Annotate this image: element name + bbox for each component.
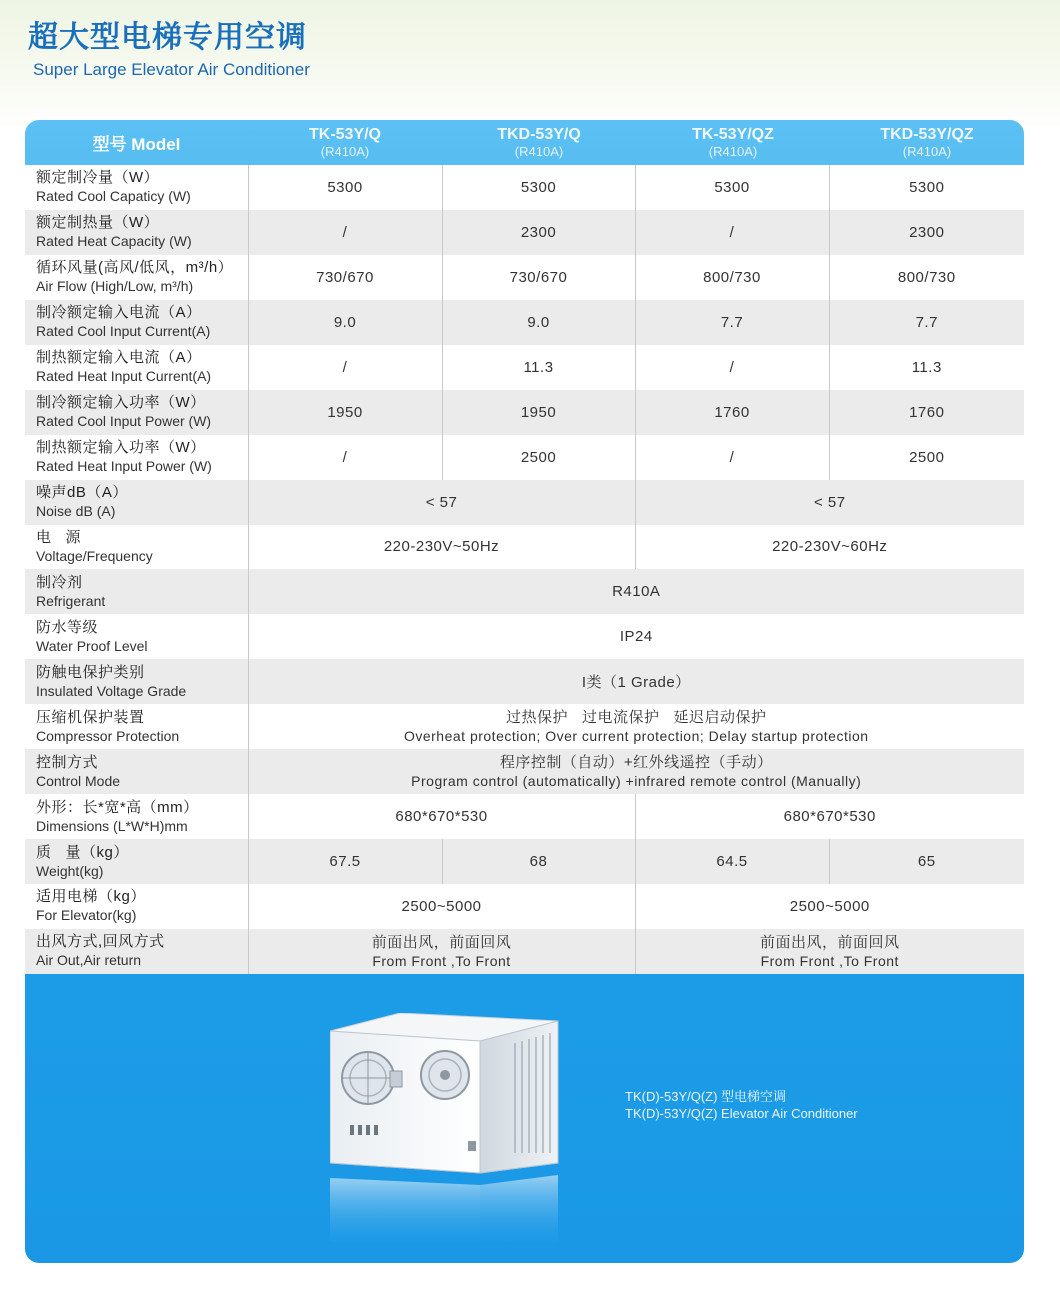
row-label bbox=[25, 300, 248, 345]
value-cell bbox=[248, 704, 1024, 749]
table-header bbox=[25, 120, 1024, 165]
product-caption bbox=[625, 1088, 858, 1122]
table-row bbox=[25, 884, 1024, 929]
value-cell: 64.5 bbox=[635, 839, 829, 884]
model-header-label: 型号 Model bbox=[92, 135, 181, 154]
table-row bbox=[25, 165, 1024, 210]
page-title: 超大型电梯专用空调 bbox=[28, 20, 307, 55]
label-en: Weight(kg) bbox=[36, 862, 104, 879]
value-cell: 2500 bbox=[829, 435, 1024, 480]
row-label bbox=[25, 345, 248, 390]
row-label bbox=[25, 749, 248, 794]
label-zh: 控制方式 bbox=[36, 753, 99, 771]
spec-panel bbox=[25, 120, 1024, 1263]
table-row bbox=[25, 390, 1024, 435]
value-cell: / bbox=[635, 435, 829, 480]
value-cell: 730/670 bbox=[248, 255, 442, 300]
row-label bbox=[25, 210, 248, 255]
value-cell: 5300 bbox=[248, 165, 442, 210]
model-refrigerant: (R410A) bbox=[514, 143, 564, 159]
value-cell: 2300 bbox=[829, 210, 1024, 255]
table-row bbox=[25, 300, 1024, 345]
model-refrigerant: (R410A) bbox=[902, 143, 952, 159]
label-zh: 电 源 bbox=[36, 528, 82, 546]
value-en: From Front ,To Front bbox=[372, 952, 511, 969]
value-cell: 7.7 bbox=[829, 300, 1024, 345]
table-row bbox=[25, 659, 1024, 704]
model-refrigerant: (R410A) bbox=[708, 143, 758, 159]
label-zh: 制冷额定输入电流（A） bbox=[36, 304, 202, 322]
value-cell bbox=[248, 929, 635, 974]
table-row bbox=[25, 794, 1024, 839]
value-cell: 730/670 bbox=[442, 255, 635, 300]
label-zh: 压缩机保护装置 bbox=[36, 708, 145, 726]
label-zh: 噪声dB（A） bbox=[36, 484, 128, 502]
value-cell: 9.0 bbox=[248, 300, 442, 345]
value-cell: 2500~5000 bbox=[248, 884, 635, 929]
value-cell: 65 bbox=[829, 839, 1024, 884]
table-row bbox=[25, 480, 1024, 525]
value-cell: 800/730 bbox=[829, 255, 1024, 300]
label-en: Voltage/Frequency bbox=[36, 547, 153, 564]
label-zh: 制冷额定输入功率（W） bbox=[36, 394, 206, 412]
value-cell bbox=[248, 749, 1024, 794]
label-en: Rated Cool Input Current(A) bbox=[36, 323, 211, 340]
value-cell: 2500 bbox=[442, 435, 635, 480]
model-column-1 bbox=[248, 120, 442, 165]
label-en: Water Proof Level bbox=[36, 637, 148, 654]
value-cell: 68 bbox=[442, 839, 635, 884]
label-en: Rated Cool Capaticy (W) bbox=[36, 188, 191, 205]
value-cell: 680*670*530 bbox=[248, 794, 635, 839]
value-cell: / bbox=[635, 345, 829, 390]
row-label bbox=[25, 659, 248, 704]
value-cell: < 57 bbox=[635, 480, 1024, 525]
row-label bbox=[25, 839, 248, 884]
value-zh: 程序控制（自动）+红外线遥控（手动） bbox=[499, 754, 773, 772]
value-cell: 5300 bbox=[442, 165, 635, 210]
row-label bbox=[25, 614, 248, 659]
value-cell: 5300 bbox=[829, 165, 1024, 210]
page-subtitle: Super Large Elevator Air Conditioner bbox=[33, 60, 310, 79]
table-row bbox=[25, 210, 1024, 255]
label-en: For Elevator(kg) bbox=[36, 907, 137, 924]
value-cell: < 57 bbox=[248, 480, 635, 525]
row-label bbox=[25, 165, 248, 210]
value-en: From Front ,To Front bbox=[760, 952, 899, 969]
label-zh: 适用电梯（kg） bbox=[36, 888, 146, 906]
table-row bbox=[25, 345, 1024, 390]
product-showcase bbox=[25, 973, 1024, 1263]
value-cell bbox=[635, 929, 1024, 974]
value-cell: 1760 bbox=[635, 390, 829, 435]
label-en: Insulated Voltage Grade bbox=[36, 682, 187, 699]
value-cell: 1760 bbox=[829, 390, 1024, 435]
value-cell: 800/730 bbox=[635, 255, 829, 300]
spec-table bbox=[25, 165, 1024, 974]
value-cell: 67.5 bbox=[248, 839, 442, 884]
value-en: Overheat protection; Over current protection; Delay startup protection bbox=[403, 728, 869, 745]
value-cell: / bbox=[248, 345, 442, 390]
model-name: TKD-53Y/Q bbox=[497, 125, 581, 143]
value-cell: I类（1 Grade） bbox=[248, 659, 1024, 704]
table-row bbox=[25, 255, 1024, 300]
value-cell: IP24 bbox=[248, 614, 1024, 659]
label-en: Rated Heat Input Current(A) bbox=[36, 368, 212, 385]
value-cell: 11.3 bbox=[829, 345, 1024, 390]
model-name: TK-53Y/Q bbox=[308, 125, 381, 143]
label-zh: 制热额定输入功率（W） bbox=[36, 439, 206, 457]
value-cell: / bbox=[248, 210, 442, 255]
table-row bbox=[25, 569, 1024, 614]
label-zh: 制热额定输入电流（A） bbox=[36, 349, 202, 367]
row-label bbox=[25, 569, 248, 614]
label-zh: 防水等级 bbox=[36, 618, 99, 636]
air-conditioner-unit-image bbox=[330, 1013, 560, 1253]
label-en: Control Mode bbox=[36, 772, 121, 789]
row-label bbox=[25, 435, 248, 480]
table-row bbox=[25, 839, 1024, 884]
label-zh: 外形：长*宽*高（mm） bbox=[36, 798, 199, 816]
label-en: Rated Cool Input Power (W) bbox=[36, 413, 212, 430]
value-cell: 7.7 bbox=[635, 300, 829, 345]
value-cell: 2300 bbox=[442, 210, 635, 255]
label-zh: 出风方式,回风方式 bbox=[36, 933, 165, 951]
table-row bbox=[25, 525, 1024, 570]
value-cell: 5300 bbox=[635, 165, 829, 210]
value-cell: 1950 bbox=[442, 390, 635, 435]
model-name: TK-53Y/QZ bbox=[692, 125, 774, 143]
row-label bbox=[25, 794, 248, 839]
label-en: Compressor Protection bbox=[36, 727, 180, 744]
row-label bbox=[25, 704, 248, 749]
value-cell: 11.3 bbox=[442, 345, 635, 390]
label-zh: 循环风量(高风/低风，m³/h） bbox=[36, 259, 234, 277]
label-zh: 额定制冷量（W） bbox=[36, 169, 160, 187]
row-label bbox=[25, 255, 248, 300]
row-label bbox=[25, 525, 248, 570]
label-zh: 制冷剂 bbox=[36, 573, 83, 591]
table-row bbox=[25, 929, 1024, 974]
label-en: Dimensions (L*W*H)mm bbox=[36, 817, 188, 834]
value-en: Program control (automatically) +infrared remote control (Manually) bbox=[411, 773, 862, 790]
value-zh: 过热保护 过电流保护 延迟启动保护 bbox=[505, 709, 767, 727]
caption-en: TK(D)-53Y/Q(Z) Elevator Air Conditioner bbox=[625, 1106, 858, 1121]
label-en: Rated Heat Capacity (W) bbox=[36, 233, 192, 250]
label-en: Air Flow (High/Low, m³/h) bbox=[36, 278, 194, 295]
row-label bbox=[25, 480, 248, 525]
model-refrigerant: (R410A) bbox=[320, 143, 370, 159]
label-zh: 额定制热量（W） bbox=[36, 214, 160, 232]
value-cell: 220-230V~50Hz bbox=[248, 525, 635, 570]
label-zh: 防触电保护类别 bbox=[36, 663, 145, 681]
value-cell: 220-230V~60Hz bbox=[635, 525, 1024, 570]
value-cell: 9.0 bbox=[442, 300, 635, 345]
table-row bbox=[25, 435, 1024, 480]
value-cell: / bbox=[635, 210, 829, 255]
row-label bbox=[25, 929, 248, 974]
label-zh: 质 量（kg） bbox=[36, 843, 129, 861]
label-en: Air Out,Air return bbox=[36, 952, 142, 969]
value-zh: 前面出风，前面回风 bbox=[759, 933, 900, 951]
value-cell: R410A bbox=[248, 569, 1024, 614]
value-cell: / bbox=[248, 435, 442, 480]
label-en: Noise dB (A) bbox=[36, 503, 116, 520]
row-label bbox=[25, 884, 248, 929]
value-cell: 1950 bbox=[248, 390, 442, 435]
model-column-2 bbox=[442, 120, 636, 165]
table-row bbox=[25, 749, 1024, 794]
label-en: Refrigerant bbox=[36, 592, 106, 609]
table-row bbox=[25, 614, 1024, 659]
caption-zh: TK(D)-53Y/Q(Z) 型电梯空调 bbox=[625, 1089, 787, 1104]
label-en: Rated Heat Input Power (W) bbox=[36, 458, 212, 475]
value-zh: 前面出风，前面回风 bbox=[371, 933, 512, 951]
value-cell: 680*670*530 bbox=[635, 794, 1024, 839]
model-name: TKD-53Y/QZ bbox=[880, 125, 974, 143]
model-column-4 bbox=[830, 120, 1024, 165]
row-label bbox=[25, 390, 248, 435]
model-column-3 bbox=[636, 120, 830, 165]
value-cell: 2500~5000 bbox=[635, 884, 1024, 929]
table-row bbox=[25, 704, 1024, 749]
